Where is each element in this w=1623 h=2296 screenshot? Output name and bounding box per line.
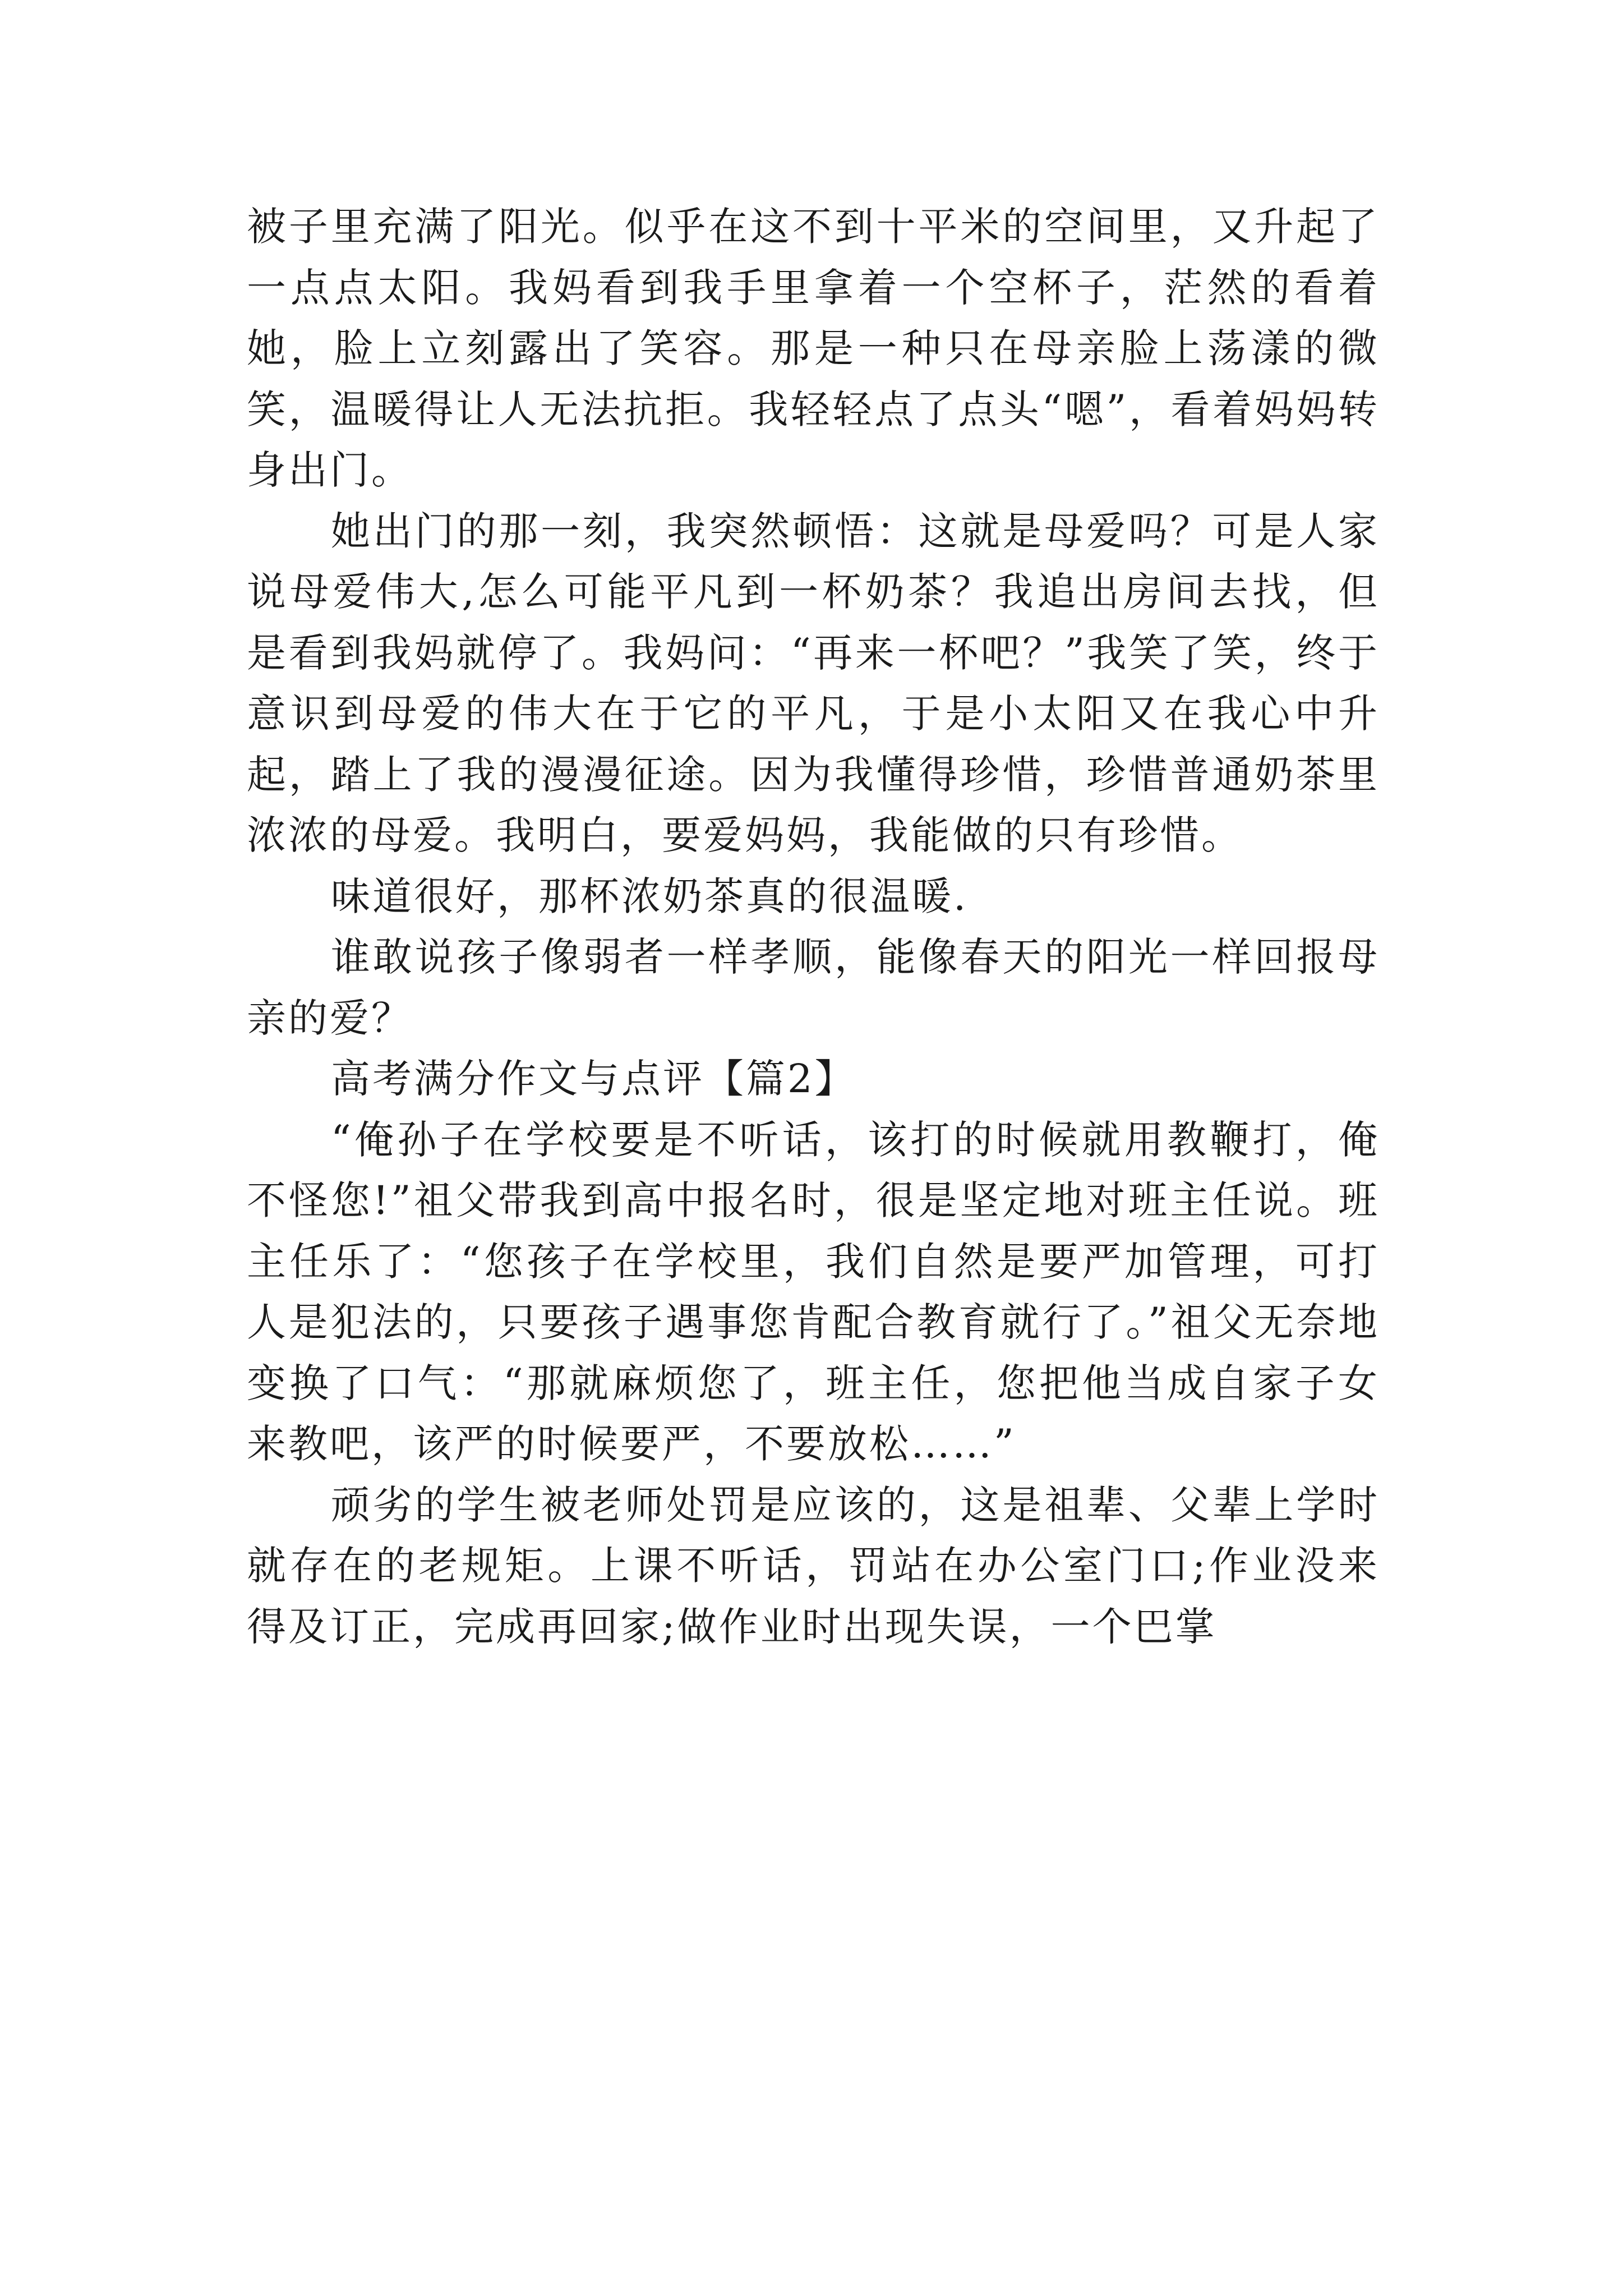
paragraph-6: “俺孙子在学校要是不听话，该打的时候就用教鞭打，俺不怪您!”祖父带我到高中报名时，很是坚定地对班主任说。班主任乐了：“您孩子在学校里，我们自然是要严加管理，可打人是犯法的，只要孩子遇事您肯配合教育就行了。”祖父无奈地变换了口气：“那就麻烦您了，班主任，您把他当成自家子女来教吧，该严的时候要严，不要放松……” <box>247 1116 1380 1467</box>
paragraph-3: 味道很好，那杯浓奶茶真的很温暖. <box>331 873 969 919</box>
paragraph-7: 顽劣的学生被老师处罚是应该的，这是祖辈、父辈上学时就存在的老规矩。上课不听话，罚站在办公室门口;作业没来得及订正，完成再回家;做作业时出现失误，一个巴掌 <box>247 1481 1380 1650</box>
paragraph-2: 她出门的那一刻，我突然顿悟：这就是母爱吗？可是人家说母爱伟大,怎么可能平凡到一杯奶茶？我追出房间去找，但是看到我妈就停了。我妈问：“再来一杯吧？”我笑了笑，终于意识到母爱的伟大在于它的平凡，于是小太阳又在我心中升起，踏上了我的漫漫征途。因为我懂得珍惜，珍惜普通奶茶里浓浓的母爱。我明白，要爱妈妈，我能做的只有珍惜。 <box>247 508 1380 858</box>
paragraph-4: 谁敢说孩子像弱者一样孝顺，能像春天的阳光一样回报母亲的爱？ <box>247 934 1380 1041</box>
document-body <box>247 196 1380 1657</box>
paragraph-1: 被子里充满了阳光。似乎在这不到十平米的空间里，又升起了一点点太阳。我妈看到我手里拿着一个空杯子，茫然的看着她，脸上立刻露出了笑容。那是一种只在母亲脸上荡漾的微笑，温暖得让人无法抗拒。我轻轻点了点头“嗯”，看着妈妈转身出门。 <box>247 204 1380 493</box>
section-heading: 高考满分作文与点评【篇2】 <box>331 1056 856 1102</box>
